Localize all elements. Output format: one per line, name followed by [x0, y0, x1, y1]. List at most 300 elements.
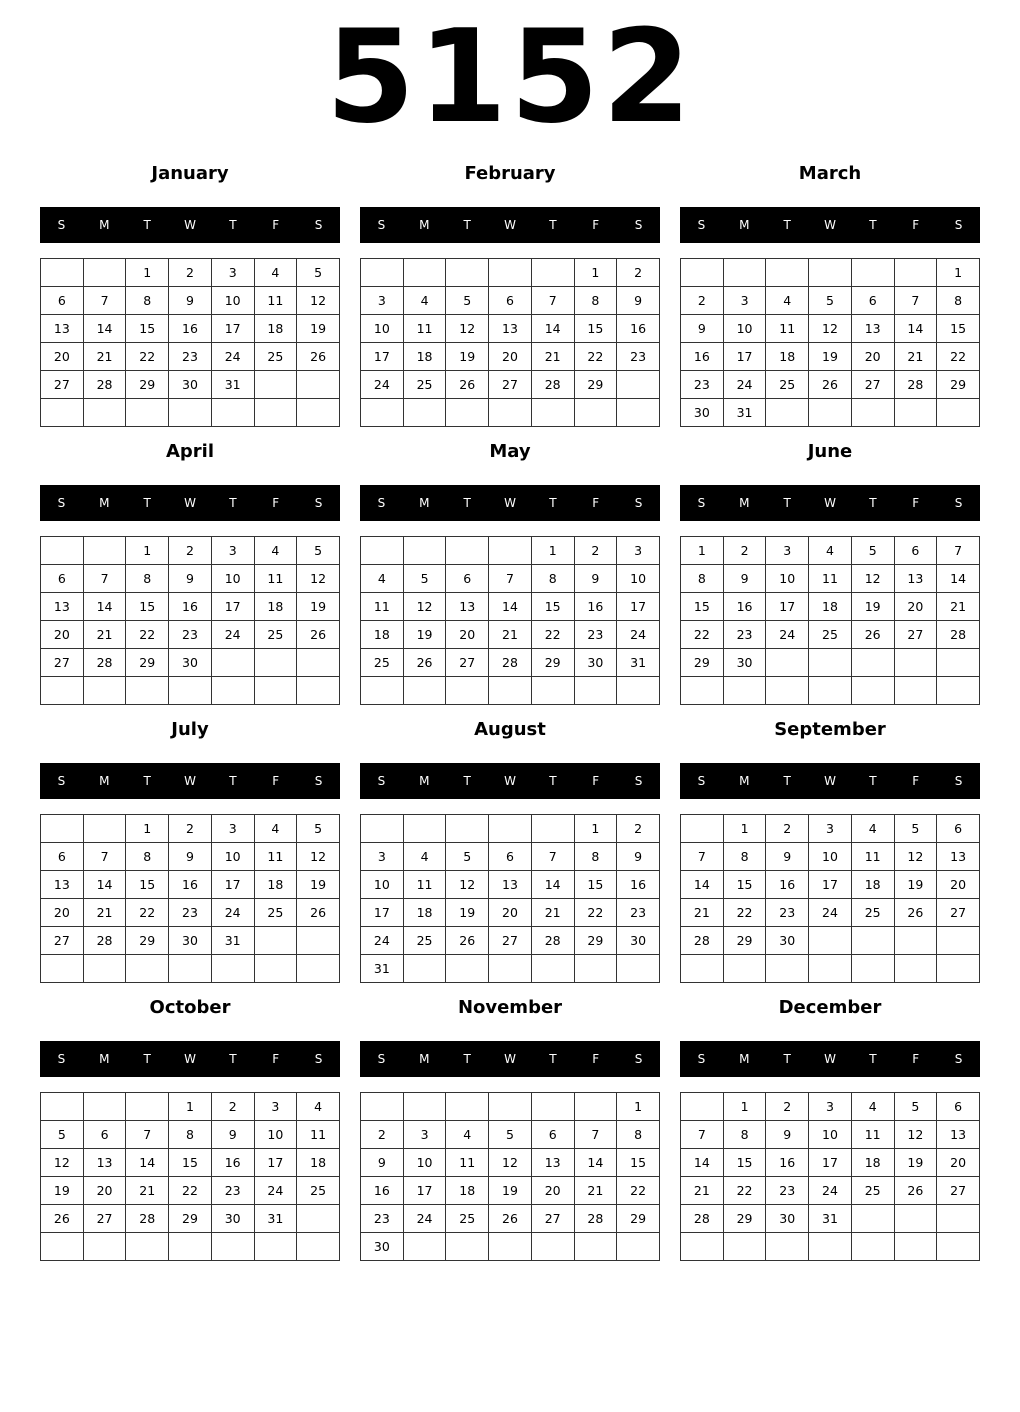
day-cell: 27: [937, 1177, 980, 1205]
day-cell: 24: [766, 621, 809, 649]
day-cell: 17: [361, 343, 404, 371]
day-cell: 5: [446, 843, 489, 871]
day-cell: 30: [169, 927, 212, 955]
day-cell: 9: [211, 1121, 254, 1149]
day-cell: 16: [169, 871, 212, 899]
day-cell: 17: [211, 871, 254, 899]
day-cell: 8: [723, 1121, 766, 1149]
day-cell: 27: [41, 927, 84, 955]
day-cell: 11: [851, 843, 894, 871]
day-cell: 30: [617, 927, 660, 955]
day-cell: 1: [574, 259, 617, 287]
day-cell: 12: [489, 1149, 532, 1177]
day-cell: 2: [169, 537, 212, 565]
day-cell: [489, 399, 532, 427]
day-cell: [41, 815, 84, 843]
day-cell: 24: [617, 621, 660, 649]
day-cell: 26: [894, 1177, 937, 1205]
weekday-label: T: [229, 774, 237, 788]
day-cell: 4: [403, 287, 446, 315]
day-cell: 11: [297, 1121, 340, 1149]
weekday-label: S: [57, 218, 66, 232]
day-cell: 28: [681, 927, 724, 955]
day-cell: 21: [894, 343, 937, 371]
week-row: [681, 315, 980, 343]
day-cell: [403, 259, 446, 287]
weekday-label: M: [739, 1052, 750, 1066]
day-cell: [254, 399, 297, 427]
weekday-label: T: [463, 218, 471, 232]
day-cell: [126, 677, 169, 705]
day-cell: 13: [531, 1149, 574, 1177]
day-cell: 20: [41, 343, 84, 371]
day-cell: 18: [446, 1177, 489, 1205]
day-cell: [851, 677, 894, 705]
day-cell: 3: [361, 287, 404, 315]
day-cell: 23: [617, 899, 660, 927]
weekday-label: T: [143, 1052, 151, 1066]
day-cell: [531, 955, 574, 983]
day-cell: 30: [681, 399, 724, 427]
day-cell: 15: [574, 315, 617, 343]
day-cell: [937, 677, 980, 705]
day-cell: 10: [211, 843, 254, 871]
week-row: [41, 1121, 340, 1149]
weekday-label: S: [377, 218, 386, 232]
day-cell: 15: [681, 593, 724, 621]
day-cell: 2: [169, 815, 212, 843]
day-cell: 2: [574, 537, 617, 565]
day-cell: 29: [126, 649, 169, 677]
week-row: [681, 1177, 980, 1205]
week-row: [41, 1149, 340, 1177]
day-cell: 29: [681, 649, 724, 677]
day-cell: 9: [169, 565, 212, 593]
day-cell: 20: [937, 871, 980, 899]
day-cell: 17: [809, 1149, 852, 1177]
day-cell: [531, 815, 574, 843]
day-cell: 21: [681, 1177, 724, 1205]
day-cell: 2: [723, 537, 766, 565]
day-cell: 7: [574, 1121, 617, 1149]
day-cell: 20: [851, 343, 894, 371]
day-cell: 25: [254, 621, 297, 649]
weekday-label: S: [954, 218, 963, 232]
day-cell: 29: [574, 371, 617, 399]
day-cell: 10: [403, 1149, 446, 1177]
day-cell: 26: [489, 1205, 532, 1233]
day-cell: [254, 955, 297, 983]
day-cell: [211, 955, 254, 983]
day-grid: [360, 258, 660, 427]
day-cell: 24: [361, 371, 404, 399]
day-cell: [83, 259, 126, 287]
weekday-header: [40, 763, 340, 799]
day-cell: 25: [403, 927, 446, 955]
week-row: [41, 287, 340, 315]
week-row: [361, 1233, 660, 1261]
day-cell: [937, 927, 980, 955]
week-row: [681, 1121, 980, 1149]
day-cell: 2: [361, 1121, 404, 1149]
day-cell: 17: [809, 871, 852, 899]
week-row: [361, 287, 660, 315]
day-cell: 29: [574, 927, 617, 955]
day-cell: [851, 399, 894, 427]
day-cell: 23: [766, 899, 809, 927]
day-cell: [681, 677, 724, 705]
week-row: [681, 871, 980, 899]
weekday-label: S: [697, 218, 706, 232]
day-cell: 30: [766, 927, 809, 955]
month-name: June: [807, 441, 853, 462]
weekday-label: T: [229, 218, 237, 232]
week-row: [361, 927, 660, 955]
weekday-header: [360, 1041, 660, 1077]
day-cell: 23: [766, 1177, 809, 1205]
week-row: [361, 621, 660, 649]
day-cell: [211, 1233, 254, 1261]
day-cell: [766, 677, 809, 705]
week-row: [681, 593, 980, 621]
month-name: May: [489, 441, 531, 462]
weekday-label: T: [229, 1052, 237, 1066]
day-cell: [361, 1093, 404, 1121]
day-cell: [531, 399, 574, 427]
day-cell: 27: [894, 621, 937, 649]
week-row: [41, 815, 340, 843]
day-cell: 9: [361, 1149, 404, 1177]
weekday-label: S: [314, 496, 323, 510]
day-cell: 8: [617, 1121, 660, 1149]
day-cell: 7: [83, 565, 126, 593]
week-row: [681, 565, 980, 593]
day-cell: 8: [169, 1121, 212, 1149]
day-cell: 16: [681, 343, 724, 371]
day-cell: 5: [297, 815, 340, 843]
week-row: [361, 1149, 660, 1177]
day-cell: [531, 259, 574, 287]
day-cell: [83, 1093, 126, 1121]
day-cell: 26: [297, 343, 340, 371]
day-cell: [169, 955, 212, 983]
day-cell: 21: [126, 1177, 169, 1205]
day-cell: [446, 259, 489, 287]
day-cell: 4: [297, 1093, 340, 1121]
weekday-label: S: [697, 1052, 706, 1066]
weekday-header: [680, 207, 980, 243]
day-cell: [574, 399, 617, 427]
day-cell: 1: [723, 1093, 766, 1121]
day-cell: 3: [766, 537, 809, 565]
day-cell: 18: [766, 343, 809, 371]
week-row: [361, 343, 660, 371]
day-cell: [489, 537, 532, 565]
day-cell: 23: [617, 343, 660, 371]
weekday-label: W: [824, 496, 836, 510]
day-cell: 19: [894, 871, 937, 899]
day-cell: [361, 259, 404, 287]
day-cell: [254, 371, 297, 399]
weekday-label: F: [912, 774, 920, 788]
weekday-label: M: [99, 1052, 110, 1066]
day-cell: 24: [723, 371, 766, 399]
day-cell: 19: [446, 899, 489, 927]
day-cell: 27: [41, 649, 84, 677]
day-cell: 27: [489, 371, 532, 399]
day-cell: 15: [937, 315, 980, 343]
day-cell: 7: [531, 843, 574, 871]
day-cell: 18: [361, 621, 404, 649]
day-cell: [489, 1233, 532, 1261]
day-cell: 5: [41, 1121, 84, 1149]
day-grid: [360, 814, 660, 983]
day-cell: 17: [361, 899, 404, 927]
day-cell: 1: [169, 1093, 212, 1121]
day-cell: 13: [41, 871, 84, 899]
weekday-header: [680, 1041, 980, 1077]
day-cell: 4: [254, 259, 297, 287]
week-row: [681, 399, 980, 427]
week-row: [681, 815, 980, 843]
day-cell: [361, 677, 404, 705]
day-cell: 30: [169, 371, 212, 399]
day-cell: 22: [126, 343, 169, 371]
day-cell: 4: [851, 1093, 894, 1121]
day-cell: 8: [574, 287, 617, 315]
day-cell: 3: [211, 537, 254, 565]
day-cell: 21: [83, 343, 126, 371]
day-cell: [681, 815, 724, 843]
day-cell: 16: [574, 593, 617, 621]
day-cell: 4: [446, 1121, 489, 1149]
day-cell: [403, 537, 446, 565]
day-cell: 29: [723, 927, 766, 955]
day-cell: [297, 927, 340, 955]
weekday-label: W: [504, 218, 516, 232]
day-cell: 24: [809, 1177, 852, 1205]
weekday-label: T: [143, 218, 151, 232]
day-cell: 23: [169, 621, 212, 649]
day-cell: [809, 259, 852, 287]
weekday-label: M: [99, 218, 110, 232]
day-cell: 11: [851, 1121, 894, 1149]
day-cell: 7: [489, 565, 532, 593]
day-cell: 12: [297, 565, 340, 593]
day-cell: 3: [211, 815, 254, 843]
weekday-label: M: [739, 774, 750, 788]
day-cell: 25: [851, 1177, 894, 1205]
day-cell: 12: [809, 315, 852, 343]
day-cell: 4: [403, 843, 446, 871]
day-cell: 17: [766, 593, 809, 621]
day-cell: 20: [894, 593, 937, 621]
day-cell: 5: [894, 815, 937, 843]
day-cell: 20: [489, 343, 532, 371]
day-cell: [489, 815, 532, 843]
weekday-label: T: [463, 774, 471, 788]
day-cell: 12: [894, 1121, 937, 1149]
week-row: [41, 343, 340, 371]
day-cell: 8: [531, 565, 574, 593]
month-name: July: [171, 719, 209, 740]
day-cell: 30: [766, 1205, 809, 1233]
day-cell: 19: [41, 1177, 84, 1205]
day-cell: 1: [126, 259, 169, 287]
day-cell: 2: [766, 1093, 809, 1121]
day-cell: 16: [617, 315, 660, 343]
day-cell: 16: [766, 871, 809, 899]
weekday-label: M: [419, 496, 430, 510]
weekday-label: T: [549, 774, 557, 788]
day-cell: [766, 955, 809, 983]
day-cell: 7: [681, 1121, 724, 1149]
day-cell: 21: [83, 899, 126, 927]
day-cell: 24: [403, 1205, 446, 1233]
day-cell: [41, 1233, 84, 1261]
day-cell: [41, 955, 84, 983]
day-cell: 21: [531, 899, 574, 927]
week-row: [681, 1233, 980, 1261]
day-cell: [894, 927, 937, 955]
day-cell: 7: [126, 1121, 169, 1149]
day-cell: [894, 399, 937, 427]
day-cell: 17: [617, 593, 660, 621]
weekday-label: S: [57, 774, 66, 788]
day-cell: 10: [254, 1121, 297, 1149]
day-cell: 10: [809, 1121, 852, 1149]
day-cell: [403, 677, 446, 705]
day-cell: 6: [489, 843, 532, 871]
day-cell: 17: [211, 593, 254, 621]
weekday-label: M: [419, 774, 430, 788]
day-cell: 1: [723, 815, 766, 843]
day-cell: 9: [723, 565, 766, 593]
day-cell: 10: [361, 315, 404, 343]
day-cell: 10: [766, 565, 809, 593]
day-cell: [681, 259, 724, 287]
week-row: [361, 399, 660, 427]
week-row: [361, 871, 660, 899]
week-row: [361, 1093, 660, 1121]
weekday-label: M: [99, 774, 110, 788]
day-cell: [766, 1233, 809, 1261]
weekday-label: T: [549, 496, 557, 510]
day-cell: 22: [574, 343, 617, 371]
week-row: [41, 565, 340, 593]
day-cell: 25: [297, 1177, 340, 1205]
weekday-label: S: [57, 1052, 66, 1066]
day-cell: 29: [617, 1205, 660, 1233]
day-cell: [169, 677, 212, 705]
day-cell: 11: [254, 287, 297, 315]
day-cell: [489, 1093, 532, 1121]
weekday-label: T: [549, 1052, 557, 1066]
day-cell: 28: [531, 927, 574, 955]
day-cell: 27: [937, 899, 980, 927]
week-row: [361, 815, 660, 843]
day-cell: [361, 537, 404, 565]
day-cell: 28: [937, 621, 980, 649]
day-cell: [766, 399, 809, 427]
day-cell: 18: [809, 593, 852, 621]
day-cell: [937, 399, 980, 427]
day-cell: [723, 259, 766, 287]
day-cell: [574, 1093, 617, 1121]
day-cell: 31: [361, 955, 404, 983]
day-cell: 10: [723, 315, 766, 343]
week-row: [681, 1149, 980, 1177]
day-cell: 28: [83, 649, 126, 677]
day-cell: 19: [403, 621, 446, 649]
day-cell: [723, 955, 766, 983]
day-cell: [211, 677, 254, 705]
day-cell: 20: [41, 899, 84, 927]
day-cell: 15: [126, 871, 169, 899]
day-cell: 20: [531, 1177, 574, 1205]
day-cell: 15: [531, 593, 574, 621]
day-cell: 30: [169, 649, 212, 677]
day-cell: 16: [617, 871, 660, 899]
day-cell: [403, 1093, 446, 1121]
day-cell: 21: [531, 343, 574, 371]
day-cell: 22: [126, 621, 169, 649]
day-cell: 28: [83, 927, 126, 955]
day-cell: 6: [41, 565, 84, 593]
day-cell: 26: [297, 621, 340, 649]
day-cell: 14: [574, 1149, 617, 1177]
weekday-label: M: [739, 496, 750, 510]
day-cell: 22: [723, 1177, 766, 1205]
day-cell: [766, 649, 809, 677]
day-cell: [126, 1233, 169, 1261]
weekday-label: S: [377, 774, 386, 788]
weekday-label: T: [463, 1052, 471, 1066]
week-row: [361, 593, 660, 621]
day-cell: [169, 399, 212, 427]
day-cell: 13: [894, 565, 937, 593]
day-cell: 12: [894, 843, 937, 871]
day-cell: 24: [361, 927, 404, 955]
day-cell: 14: [937, 565, 980, 593]
weekday-label: T: [143, 774, 151, 788]
day-cell: 6: [937, 1093, 980, 1121]
day-cell: [446, 399, 489, 427]
weekday-label: S: [634, 496, 643, 510]
day-cell: 4: [809, 537, 852, 565]
day-cell: [894, 955, 937, 983]
day-cell: [723, 677, 766, 705]
day-cell: [83, 955, 126, 983]
day-cell: 6: [531, 1121, 574, 1149]
day-cell: 30: [574, 649, 617, 677]
day-cell: 12: [403, 593, 446, 621]
day-cell: 18: [403, 899, 446, 927]
weekday-label: F: [592, 774, 600, 788]
day-cell: [809, 927, 852, 955]
day-cell: [489, 259, 532, 287]
day-cell: 20: [937, 1149, 980, 1177]
day-cell: [297, 677, 340, 705]
day-cell: 4: [254, 537, 297, 565]
day-cell: [211, 649, 254, 677]
weekday-label: W: [184, 774, 196, 788]
day-cell: 24: [211, 621, 254, 649]
day-cell: 6: [894, 537, 937, 565]
day-cell: 10: [809, 843, 852, 871]
week-row: [681, 899, 980, 927]
week-row: [41, 899, 340, 927]
